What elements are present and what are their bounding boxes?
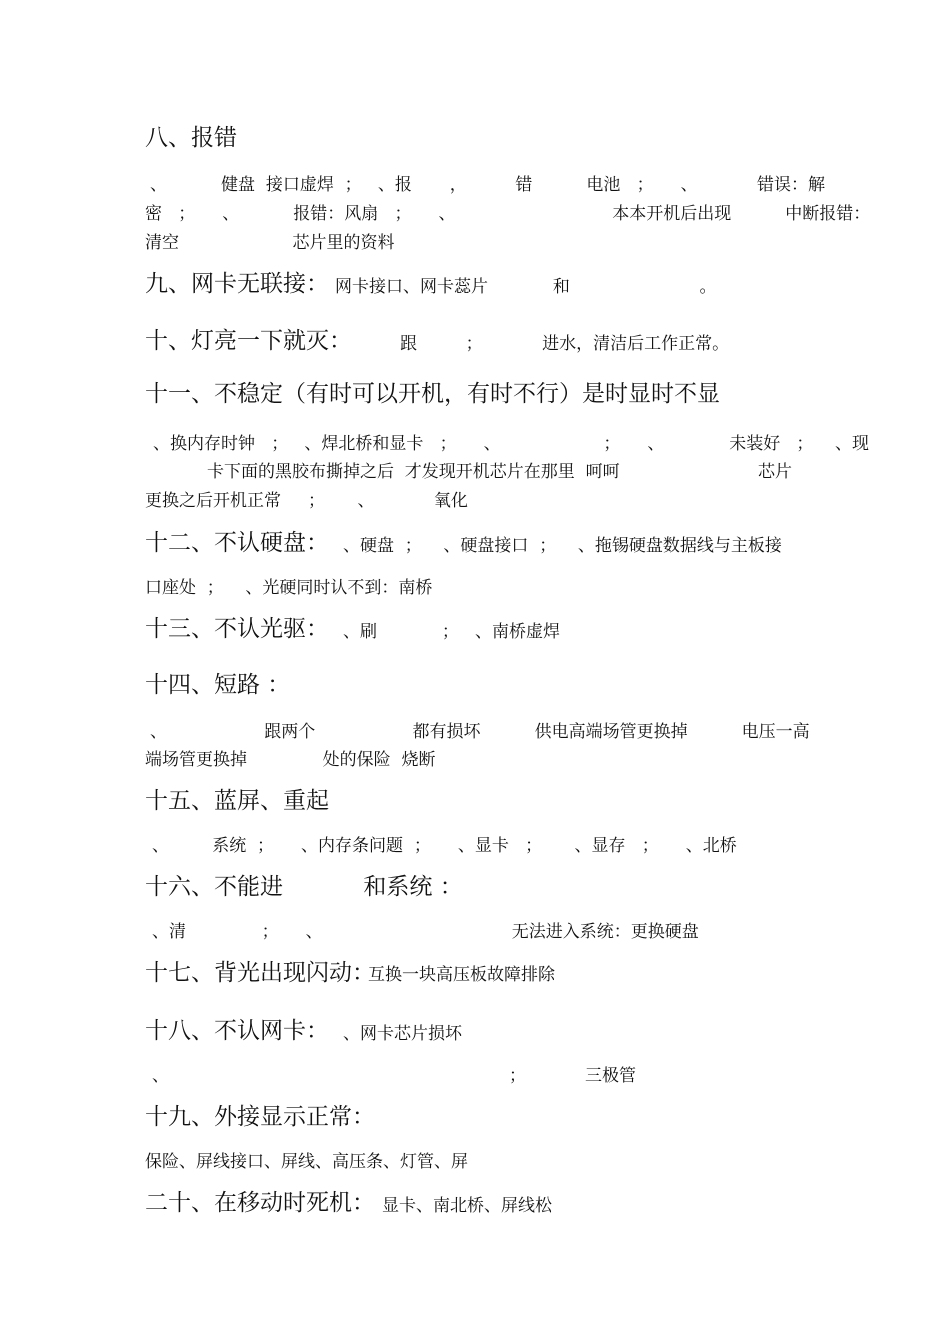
section-body-line: 保险、屏线接口、屏线、高压条、灯管、屏	[145, 1152, 468, 1172]
section-heading-13: 十三、不认光驱：	[145, 616, 329, 642]
section-heading-19: 十九、外接显示正常：	[145, 1104, 375, 1130]
section-inline-text: 网卡接口、网卡蕊片 和 。	[335, 277, 717, 297]
section-heading-9: 九、网卡无联接：	[145, 271, 329, 297]
section-heading-10: 十、灯亮一下就灭：	[145, 328, 352, 354]
section-body-line: 、 健盘 接口虚焊 ； 、报 ， 错 电池 ； 、 错误：解	[150, 175, 826, 195]
section-body-line: 、 跟两个 都有损坏 供电高端场管更换掉 电压一高	[150, 722, 810, 742]
section-heading-8: 八、报错	[145, 125, 237, 151]
section-heading-11: 十一、不稳定（有时可以开机，有时不行）是时显时不显	[145, 381, 720, 407]
section-heading-20: 二十、在移动时死机：	[145, 1190, 375, 1216]
section-body-line: 三极管	[585, 1066, 636, 1086]
section-heading-18: 十八、不认网卡：	[145, 1018, 329, 1044]
section-heading-15: 十五、蓝屏、重起	[145, 788, 329, 814]
section-heading-12: 十二、不认硬盘：	[145, 530, 329, 556]
section-inline-text: 、硬盘 ； 、硬盘接口 ； 、拖锡硬盘数据线与主板接	[343, 536, 782, 556]
section-heading-17: 十七、背光出现闪动：	[145, 960, 375, 986]
section-body-line: 卡下面的黑胶布撕掉之后 才发现开机芯片在那里 呵呵	[207, 462, 620, 482]
section-body-line: 口座处 ； 、光硬同时认不到：南桥	[145, 578, 433, 598]
section-body-line: 更换之后开机正常 ； 、 氧化	[145, 491, 468, 511]
section-inline-text: 互换一块高压板故障排除	[368, 965, 555, 985]
section-heading-14: 十四、短路 ：	[145, 672, 291, 698]
section-inline-text: 、刷 ； 、南桥虚焊	[343, 622, 561, 642]
section-heading-16: 十六、不能进 和系统 ：	[145, 874, 463, 900]
section-body-line: 端场管更换掉 处的保险 烧断	[145, 750, 436, 770]
section-inline-text: 显卡、南北桥、屏线松	[382, 1196, 552, 1216]
section-body-line: 、换内存时钟 ； 、焊北桥和显卡 ； 、 ； 、 未装好 ； 、现	[153, 434, 870, 454]
section-body-line: 、 系统 ； 、内存条问题 ； 、显卡 ； 、显存 ； 、北桥	[152, 836, 737, 856]
section-inline-text: 跟 ； 进水，清洁后工作正常。	[400, 334, 730, 354]
section-body-line: 、	[152, 1066, 169, 1086]
section-body-line: 清空 芯片里的资料	[145, 233, 395, 253]
section-body-line: 、清 ； 、 无法进入系统：更换硬盘	[152, 922, 699, 942]
section-body-line: 密 ； 、 报错：风扇 ； 、 本本开机后出现 中断报错：	[145, 204, 871, 224]
section-body-line: ；	[509, 1066, 526, 1086]
section-inline-text: 、网卡芯片损坏	[343, 1024, 462, 1044]
section-body-line: 芯片	[758, 462, 792, 482]
